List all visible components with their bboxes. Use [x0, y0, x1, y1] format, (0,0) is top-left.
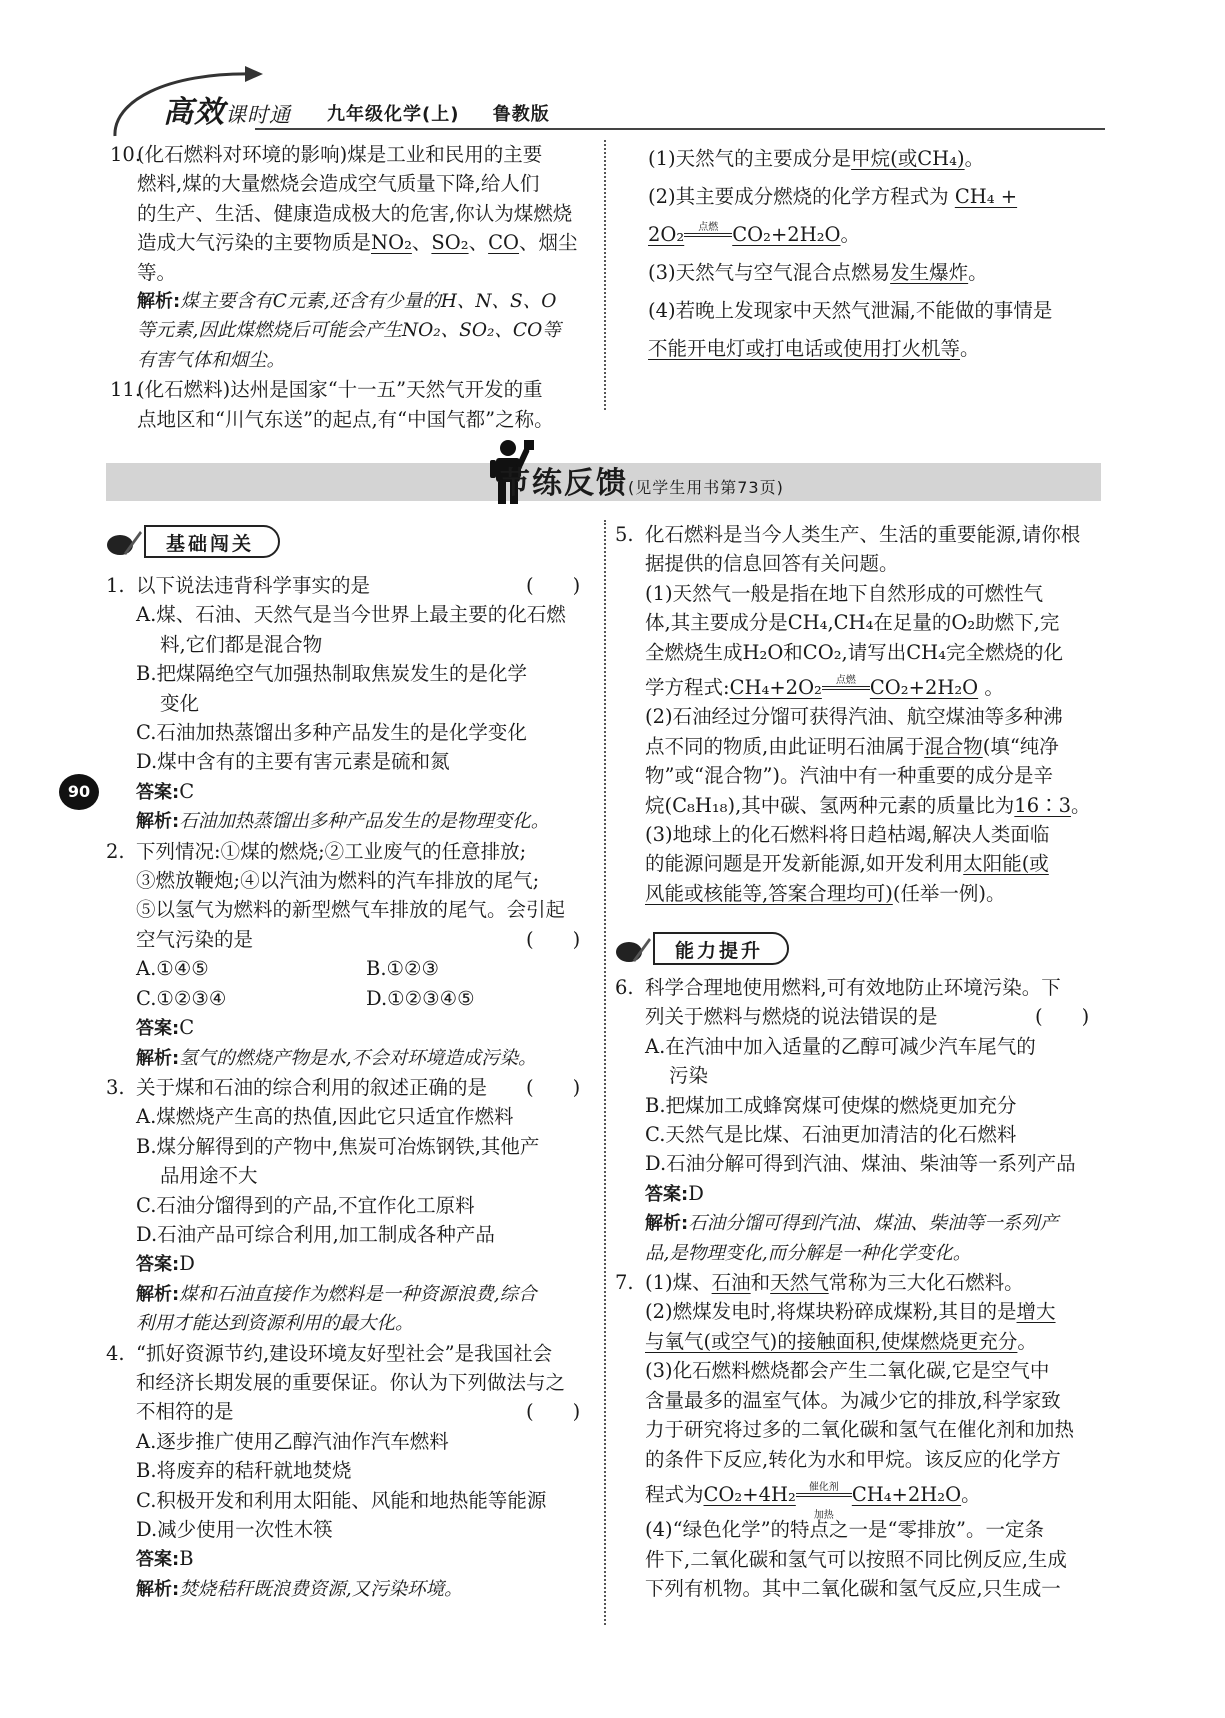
page-number: 90 — [59, 774, 99, 810]
question-10: 10.(化石燃料对环境的影响)煤是工业和民用的主要 燃料,煤的大量燃烧会造成空气质量下降,给人们 的生产、生活、健康造成极大的危害,你认为煤燃烧 造成大气污染的主要物质是NO₂、SO₂、CO、烟尘等。 解析:煤主要含有C元素,还含有少量的H、N、S、O 等元素,因此煤燃烧后可能会产生NO₂、SO₂、CO等 有害气体和烟尘。 — [110, 140, 595, 375]
explanation: 解析:氢气的燃烧产物是水,不会对环境造成污染。 — [136, 1047, 537, 1069]
top-right-column: (1)天然气的主要成分是甲烷(或CH₄)。 (2)其主要成分燃烧的化学方程式为 CH₄ + 2O₂ 点燃 CO₂+2H₂O。 (3)天然气与空气混合点燃易发生爆炸。 (4)若晚上发现家中天然气泄漏,不能做的事情是 不能开电灯或打电话或使用打火机等。 — [648, 147, 1053, 360]
answer-line: 答案:C — [136, 1016, 195, 1040]
answer-blank: 增大 — [1016, 1300, 1056, 1324]
answer-blank: SO₂ — [431, 231, 469, 255]
header-grade: 九年级化学(上) — [327, 104, 460, 125]
answer-blank: 发生爆炸 — [890, 261, 969, 284]
explanation: 解析:煤和石油直接作为燃料是一种资源浪费,综合 — [136, 1283, 537, 1305]
answer-blank: CO₂+4H₂ 催化剂 加热 CH₄+2H₂O — [703, 1481, 962, 1521]
question-4: 4. “抓好资源节约,建设环境友好型社会”是我国社会 和经济长期发展的重要保证。你认为下列做法与之 不相符的是 ( ) A.逐步推广使用乙醇汽油作汽车燃料 B.将废弃的秸秆就地焚烧 C.积极开发和利用太阳能、风能和地热能等能源 D.减少使用一次性木筷 答案:B 解析:焚烧秸秆既浪费资源,又污染环境。 — [106, 1339, 596, 1605]
section-tag: 基础闯关 — [144, 525, 280, 558]
question-2: 2. 下列情况:①煤的燃烧;②工业废气的任意排放; ③燃放鞭炮;④以汽油为燃料的汽车排放的尾气; ⑤以氢气为燃料的新型燃气车排放的尾气。会引起 空气污染的是 ( ) A.①④⑤ B.①②③ C.①②③④ D.①②③④⑤ 答案:C 解析:氢气的燃烧产物是水,不会对环境造成污染。 — [106, 837, 596, 1073]
answer-blank: 天然气 — [770, 1271, 829, 1295]
explanation: 解析:焚烧秸秆既浪费资源,又污染环境。 — [136, 1578, 463, 1600]
question-7: 7. (1)煤、石油和天然气常称为三大化石燃料。 (2)燃煤发电时,将煤块粉碎成煤粉,其目的是增大 与氧气(或空气)的接触面积,使煤燃烧更充分。 (3)化石燃料燃烧都会产生二氧化碳,它是空气中 含量最多的温室气体。为减少它的排放,科学家致 力于研究将过多的二氧化碳和氢气在催化剂和加热 的条件下反应,转化为水和甲烷。该反应的化学方 程式为CO₂+4H₂ 催化剂 加热 CH₄+2H₂O。 (4)“绿色化学”的特点之一是“零排放”。一定条 件下,二氧化碳和氢气可以按照不同比例反应,生成 下列有机物。其中二氧化碳和氢气反应,只生成一 — [615, 1271, 1075, 1601]
answer-blank: 太阳能(或 — [963, 852, 1049, 876]
explanation: 解析:石油加热蒸馏出多种产品发生的是物理变化。 — [136, 811, 550, 833]
answer-blank: CO — [488, 231, 520, 255]
banner-title: 节练反馈(见学生用书第73页) — [500, 466, 784, 501]
page-header — [105, 62, 1105, 140]
book-logo: 高效课时通 — [163, 95, 291, 130]
section-basic — [106, 523, 366, 559]
question-11: 11.(化石燃料)达州是国家“十一五”天然气开发的重 点地区和“川气东送”的起点,有“中国气都”之称。 — [110, 378, 554, 431]
answer-blank: 与氧气(或空气)的接触面积,使煤燃烧更充分 — [645, 1329, 1018, 1353]
question-1: 1. 以下说法违背科学事实的是 ( ) A.煤、石油、天然气是当今世界上最主要的化石燃 料,它们都是混合物 B.把煤隔绝空气加强热制取焦炭发生的是化学 变化 C.石油加热蒸馏出多种产品发生的是化学变化 D.煤中含有的主要有害元素是硫和氮 答案:C 解析:石油加热蒸馏出多种产品发生的是物理变化。 — [106, 571, 596, 837]
answer-blank: CH₄+2O₂ 点燃 CO₂+2H₂O — [729, 675, 979, 700]
bottom-right-column-2 — [615, 973, 1105, 1604]
header-edition: 鲁教版 — [492, 104, 550, 125]
header-rule — [255, 128, 1105, 130]
answer-blank: 不能开电灯或打电话或使用打火机等 — [648, 337, 961, 360]
bottom-right-column — [615, 520, 1105, 908]
question-5: 5. 化石燃料是当今人类生产、生活的重要能源,请你根 据提供的信息回答有关问题。 (1)天然气一般是指在地下自然形成的可燃性气 体,其主要成分是CH₄,CH₄在足量的O₂助燃下,完 全燃烧生成H₂O和CO₂,请写出CH₄完全燃烧的化 学方程式:CH₄+2O₂ 点燃 CO₂+2H₂O 。 (2)石油经过分馏可获得汽油、航空煤油等多种沸 点不同的物质,由此证明石油属于混合物(填“纯净 物”或“混合物”)。汽油中有一种重要的成分是辛 烷(C₈H₁₈),其中碳、氢两种元素的质量比为16∶3。 (3)地球上的化石燃料将日趋枯竭,解决人类面临 的能源问题是开发新能源,如开发利用太阳能(或 风能或核能等,答案合理均可)(任举一例)。 — [615, 523, 1091, 905]
answer-line: 答案:B — [136, 1547, 194, 1571]
answer-line: 答案:C — [136, 779, 195, 803]
bottom-left-column — [106, 571, 596, 1604]
explanation: 解析:煤主要含有C元素,还含有少量的H、N、S、O — [137, 291, 557, 313]
top-left-column — [110, 140, 595, 434]
pencil-book-icon — [106, 527, 142, 557]
question-3: 3. 关于煤和石油的综合利用的叙述正确的是 ( ) A.煤燃烧产生高的热值,因此它只适宜作燃料 B.煤分解得到的产物中,焦炭可冶炼钢铁,其他产 品用途不大 C.石油分馏得到的产品,不宜作化工原料 D.石油产品可综合利用,加工制成各种产品 答案:D 解析:煤和石油直接作为燃料是一种资源浪费,综合 利用才能达到资源利用的最大化。 — [106, 1073, 596, 1339]
answer-blank: NO₂ — [371, 231, 412, 255]
answer-blank: 混合物 — [924, 734, 983, 758]
reaction-arrow: 点燃 — [822, 686, 870, 694]
answer-line: 答案:D — [136, 1252, 195, 1276]
column-divider — [604, 140, 606, 410]
answer-blank: 甲烷(或CH₄) — [851, 147, 965, 170]
answer-line: 答案:D — [645, 1181, 704, 1205]
reaction-arrow: 催化剂 加热 — [796, 1493, 852, 1501]
pencil-book-icon — [615, 934, 651, 964]
section-tag: 能力提升 — [653, 932, 789, 965]
answer-blank: 风能或核能等,答案合理均可) — [645, 881, 893, 905]
section-advanced — [615, 930, 875, 966]
answer-blank: 石油 — [711, 1271, 751, 1295]
question-6: 6. 科学合理地使用燃料,可有效地防止环境污染。下 列关于燃料与燃烧的说法错误的是 ( ) A.在汽油中加入适量的乙醇可减少汽车尾气的 污染 B.把煤加工成蜂窝煤可使煤的燃烧更加充分 C.天然气是比煤、石油更加清洁的化石燃料 D.石油分解可得到汽油、煤油、柴油等一系列产品 答案:D 解析:石油分馏可得到汽油、煤油、柴油等一系列产 品,是物理变化,而分解是一种化学变化。 — [615, 973, 1105, 1268]
explanation: 解析:石油分馏可得到汽油、煤油、柴油等一系列产 — [645, 1213, 1059, 1235]
reaction-arrow: 点燃 — [684, 233, 732, 241]
answer-blank: 16∶3 — [1014, 793, 1072, 817]
answer-blank: CH₄ + — [954, 185, 1018, 208]
header-info — [327, 100, 576, 126]
column-divider — [604, 520, 606, 1625]
